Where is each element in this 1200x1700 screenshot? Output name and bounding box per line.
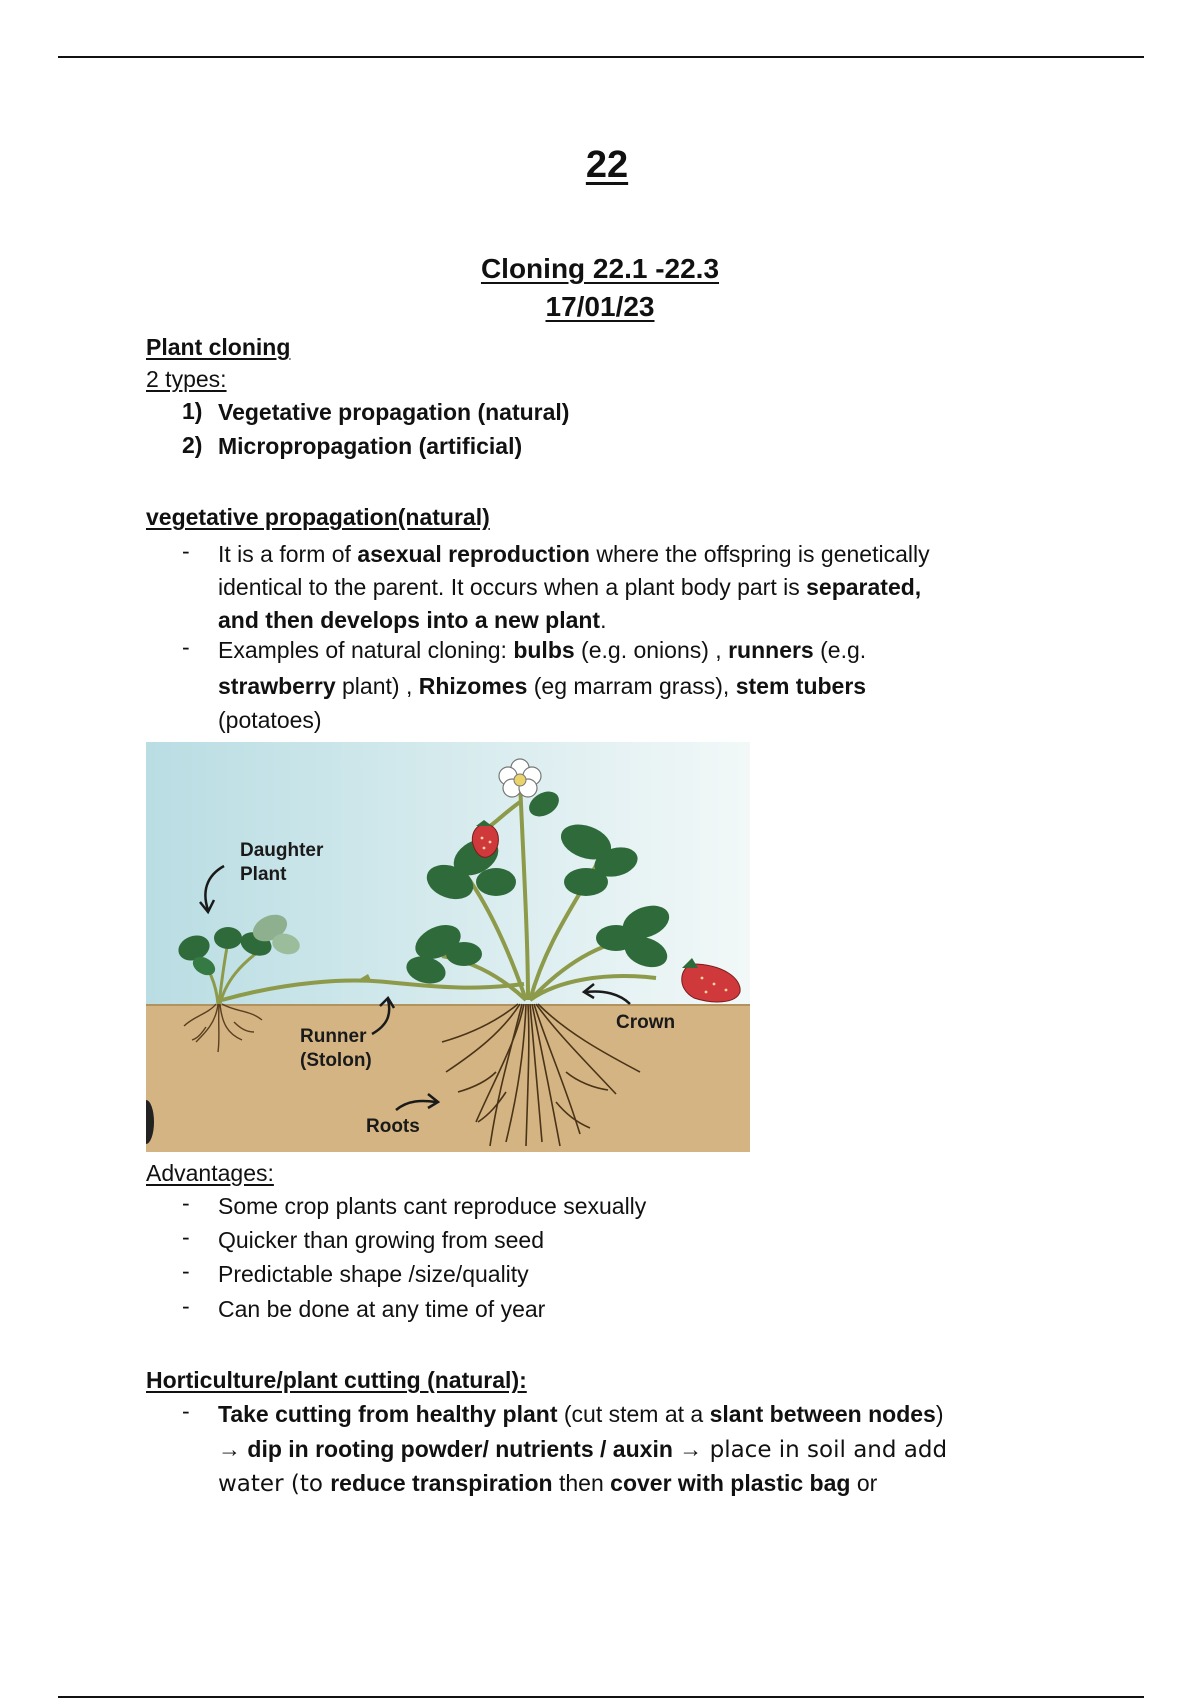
vegetative-bullet-1-line-2: identical to the parent. It occurs when a plant body part is separated,: [218, 574, 922, 600]
vegetative-bullet-2-line-1: Examples of natural cloning: bulbs (e.g. onions) , runners (e.g.: [218, 637, 867, 663]
bullet-marker: -: [182, 1293, 190, 1319]
strawberry-runner-diagram: [146, 742, 750, 1152]
runner-label-2: (Stolon): [300, 1050, 372, 1071]
daughter-plant-label-2: Plant: [240, 864, 287, 885]
advantage-item: Predictable shape /size/quality: [218, 1261, 529, 1287]
page-title: Cloning 22.1 -22.3: [480, 253, 720, 284]
horticulture-line-3: water (to reduce transpiration then cover with plastic bag or: [218, 1470, 878, 1497]
vegetative-bullet-2-line-2: strawberry plant) , Rhizomes (eg marram grass), stem tubers: [218, 673, 867, 699]
bullet-marker: -: [182, 538, 190, 564]
vegetative-bullet-2-line-3: (potatoes): [218, 707, 322, 733]
type-2-number: 2): [182, 432, 203, 458]
diagram-illustration: [146, 742, 750, 1152]
vegetative-heading: vegetative propagation(natural): [146, 504, 490, 530]
type-2-text: Micropropagation (artificial): [218, 433, 523, 459]
horticulture-line-1: Take cutting from healthy plant (cut stem at a slant between nodes): [218, 1401, 944, 1427]
type-1-text: Vegetative propagation (natural): [218, 399, 570, 425]
bullet-marker: -: [182, 634, 190, 660]
advantage-item: Can be done at any time of year: [218, 1296, 546, 1322]
vegetative-bullet-1-line-3: and then develops into a new plant.: [218, 607, 607, 633]
page-date: 17/01/23: [545, 291, 655, 322]
types-label: 2 types:: [146, 366, 227, 392]
bullet-marker: -: [182, 1224, 190, 1250]
advantage-item: Quicker than growing from seed: [218, 1227, 544, 1253]
type-1-number: 1): [182, 398, 203, 424]
horticulture-line-2: → dip in rooting powder/ nutrients / auxin → place in soil and add: [218, 1436, 948, 1463]
advantage-item: Some crop plants cant reproduce sexually: [218, 1193, 647, 1219]
bullet-marker: -: [182, 1398, 190, 1424]
plant-cloning-heading: Plant cloning: [146, 334, 291, 360]
bullet-marker: -: [182, 1258, 190, 1284]
bottom-rule: [58, 1696, 1144, 1698]
runner-label-1: Runner: [300, 1026, 367, 1047]
vegetative-bullet-1-line-1: It is a form of asexual reproduction where the offspring is genetically: [218, 541, 930, 567]
page-number: 22: [585, 144, 629, 186]
bullet-marker: -: [182, 1190, 190, 1216]
top-rule: [58, 56, 1144, 58]
crown-label: Crown: [616, 1012, 676, 1033]
daughter-plant-label-1: Daughter: [240, 840, 324, 861]
roots-label: Roots: [366, 1116, 420, 1137]
advantages-heading: Advantages:: [146, 1160, 274, 1186]
horticulture-heading: Horticulture/plant cutting (natural):: [146, 1367, 527, 1393]
